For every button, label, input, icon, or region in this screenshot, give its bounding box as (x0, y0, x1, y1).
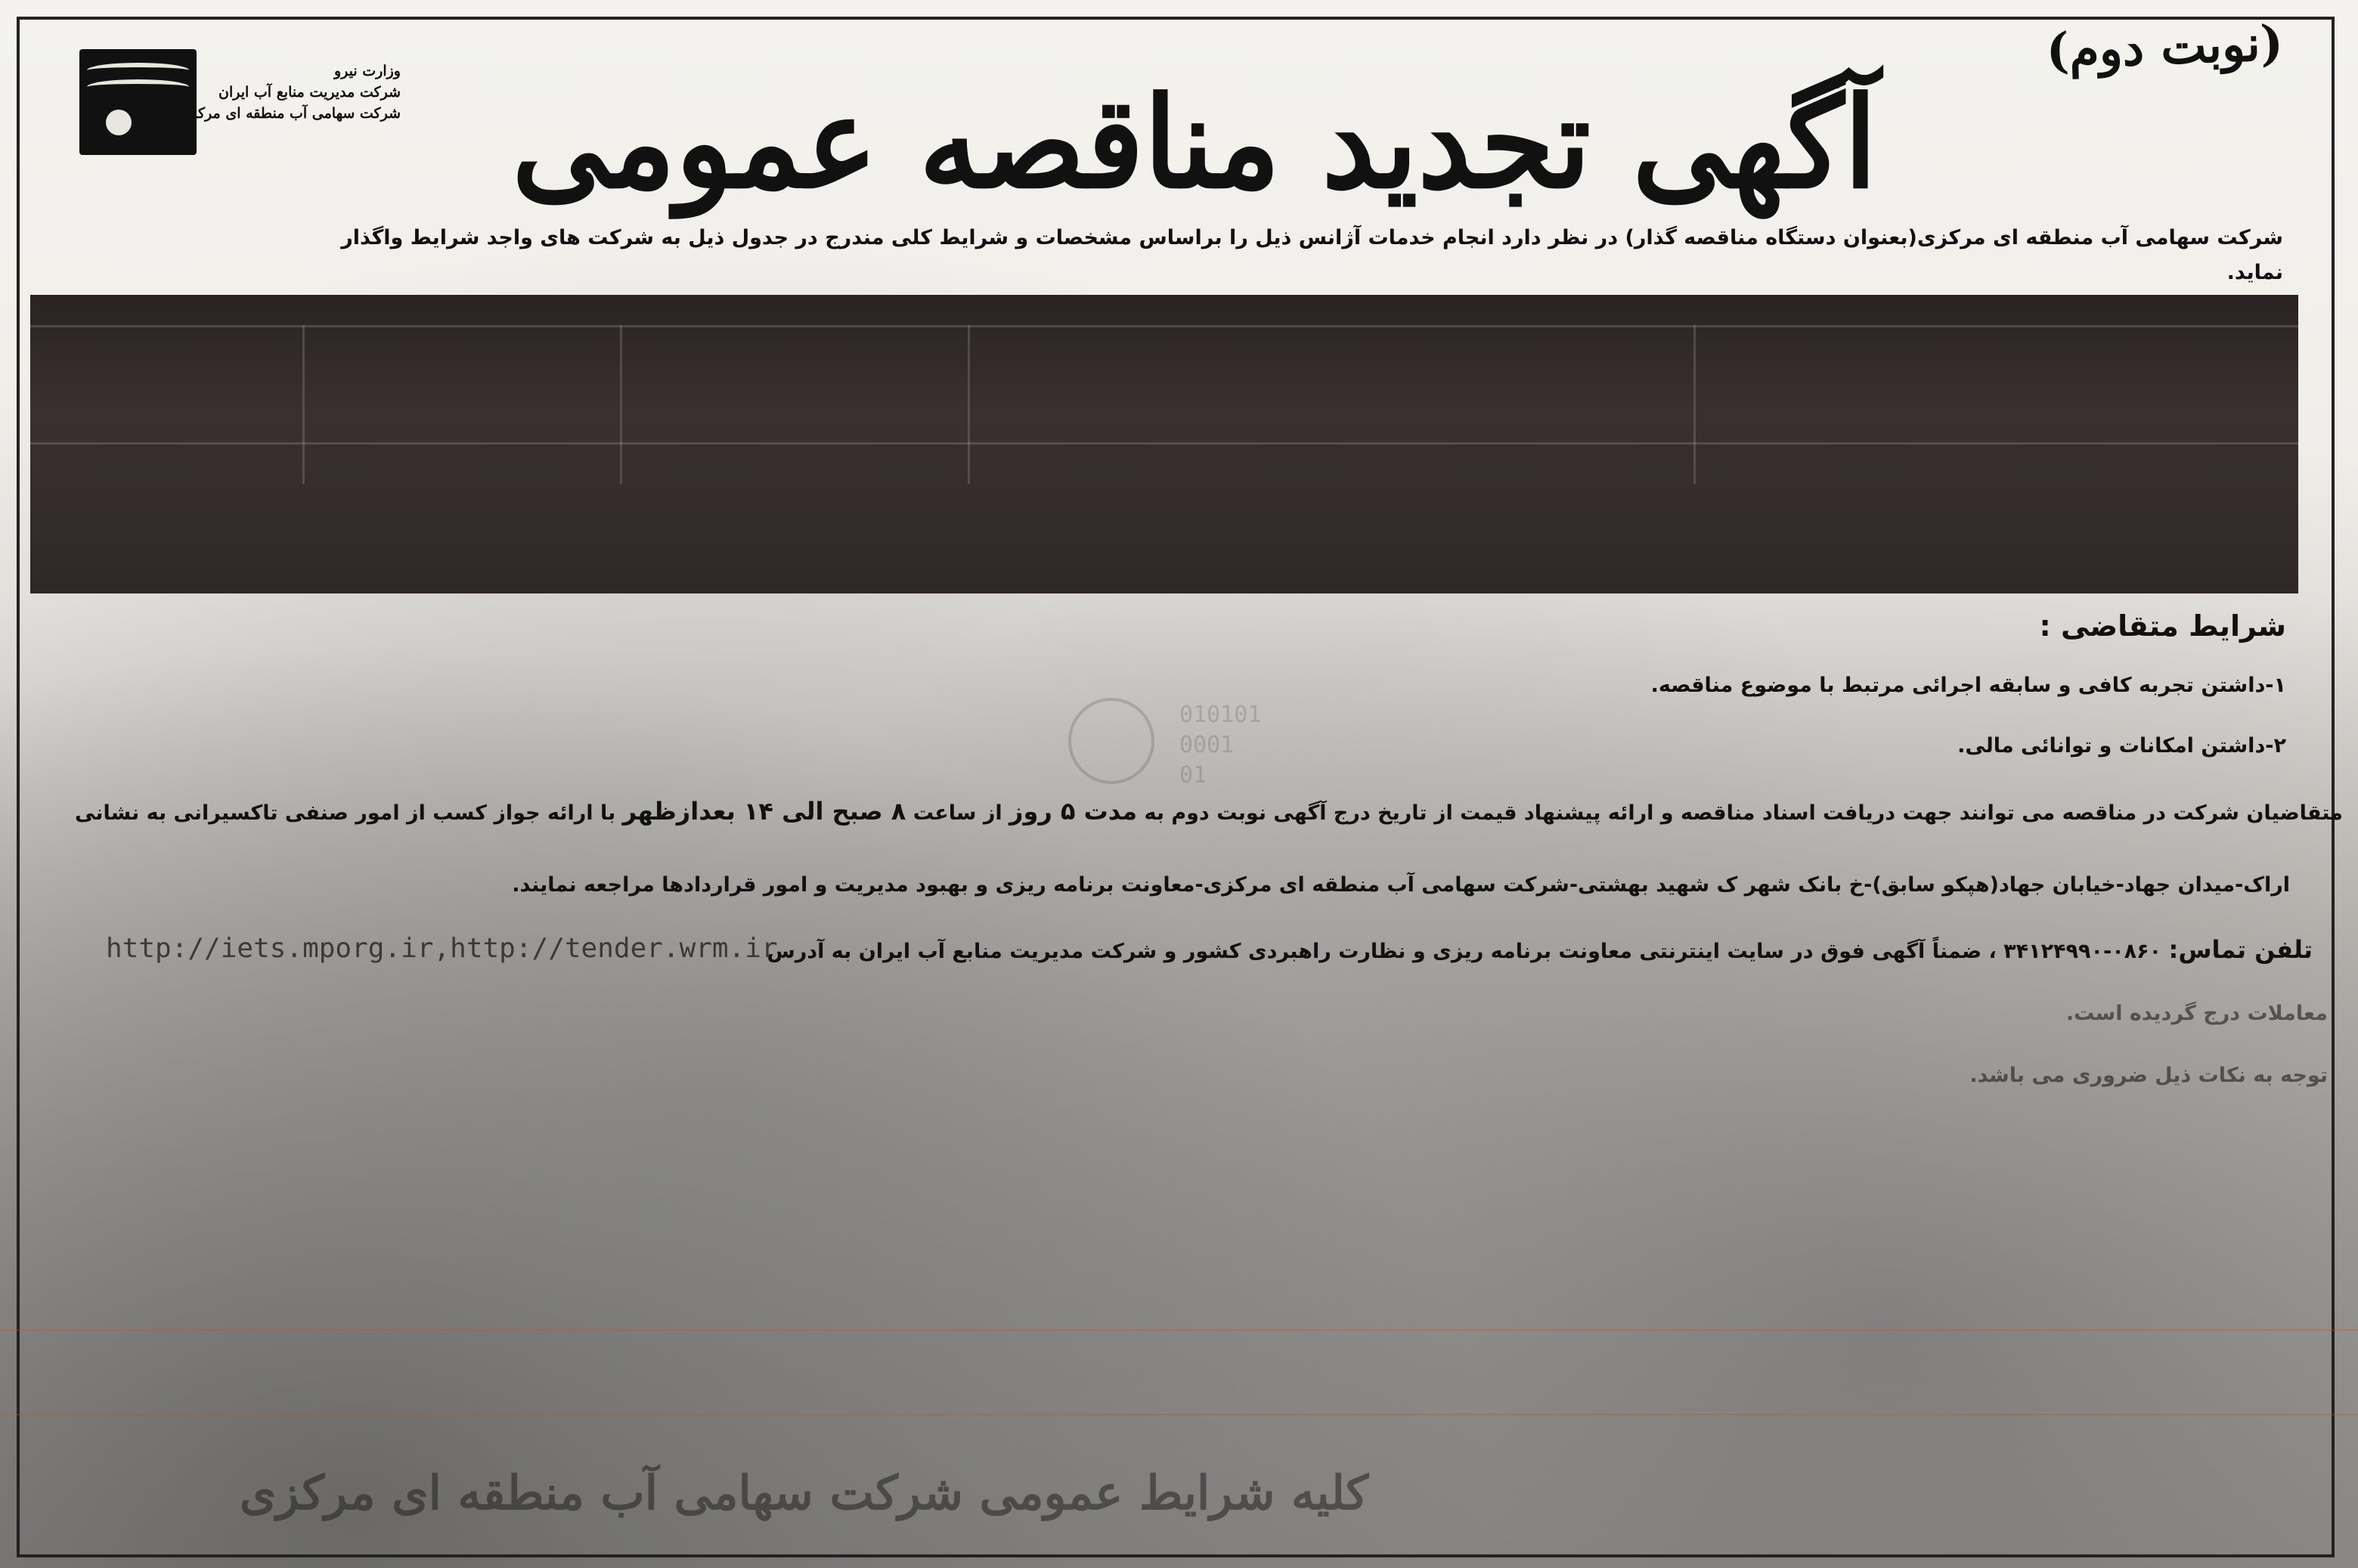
intro-paragraph: شرکت سهامی آب منطقه ای مرکزی(بعنوان دستگاه مناقصه گذار) در نظر دارد انجام خدمات آژانس ذیل را براساس مشخصات و شرایط کلی مندرج در جدول ذیل به شرکت های واجد شرایط واگذار نماید. (341, 226, 2283, 284)
bottom-text: کلیه شرایط عمومی شرکت سهامی آب منطقه ای مرکزی (239, 1465, 1368, 1520)
tender-table (30, 295, 2298, 593)
scan-artifact (0, 1414, 2358, 1415)
table-divider (302, 325, 305, 484)
watermark-stamp-icon (1036, 688, 1323, 794)
scan-artifact (0, 1329, 2358, 1331)
body-line-5: توجه به نکات ذیل ضروری می باشد. (1969, 1064, 2328, 1087)
org-line: شرکت سهامی آب منطقه ای مرکزی (178, 105, 401, 122)
body-text: با ارائه جواز کسب از امور صنفی تاکسیرانی به نشانی (75, 801, 616, 825)
tender-url: http://iets.mporg.ir,http://tender.wrm.ir (106, 933, 778, 964)
body-line-4: معاملات درج گردیده است. (2065, 1002, 2328, 1025)
svg-text:010101: 010101 (1179, 702, 1262, 728)
table-divider (620, 325, 622, 484)
condition-item: ۱-داشتن تجربه کافی و سابقه اجرائی مرتبط با موضوع مناقصه. (1650, 674, 2286, 697)
phone-text: ۰۸۶۰-۳۴۱۲۴۹۹۰ ، ضمناً آگهی فوق در سایت اینترنتی معاونت برنامه ریزی و نظارت راهبردی کشور و شرکت مدیریت منابع آب ایران به آدرس (767, 940, 2162, 963)
round-label: (نوبت دوم) (2045, 14, 2285, 80)
body-emphasis: ۸ صبح الی ۱۴ بعدازظهر (622, 797, 906, 826)
table-divider (30, 325, 2298, 327)
conditions-title: شرایط متقاضی : (2039, 609, 2286, 643)
svg-text:01: 01 (1179, 762, 1207, 789)
table-divider (1693, 325, 1696, 484)
org-line: شرکت مدیریت منابع آب ایران (218, 84, 401, 101)
condition-item: ۲-داشتن امکانات و توانائی مالی. (1957, 734, 2286, 758)
body-line-2: اراک-میدان جهاد-خیابان جهاد(هپکو سابق)-خ بانک شهر ک شهید بهشتی-شرکت سهامی آب منطقه ای مرکزی-معاونت برنامه ریزی و بهبود مدیریت و امور قراردادها مراجعه نمایند. (512, 873, 2290, 897)
ministry-logo-icon (79, 49, 197, 155)
table-divider (968, 325, 970, 484)
svg-text:0001: 0001 (1179, 732, 1235, 758)
org-line: وزارت نیرو (334, 63, 401, 79)
body-line-1 (75, 794, 2343, 831)
body-emphasis: مدت ۵ روز (1009, 797, 1138, 826)
body-text: از ساعت (913, 801, 1002, 825)
page-title: آگهی تجدید مناقصه عمومی (512, 70, 1877, 217)
phone-label: تلفن تماس: (2168, 935, 2313, 964)
phone-line (767, 932, 2313, 969)
body-text: متقاضیان شرکت در مناقصه می توانند جهت دریافت اسناد مناقصه و ارائه پیشنهاد قیمت از تاریخ درج آگهی نوبت دوم به (1144, 801, 2343, 825)
table-divider (30, 442, 2298, 445)
organization-names (178, 60, 401, 124)
